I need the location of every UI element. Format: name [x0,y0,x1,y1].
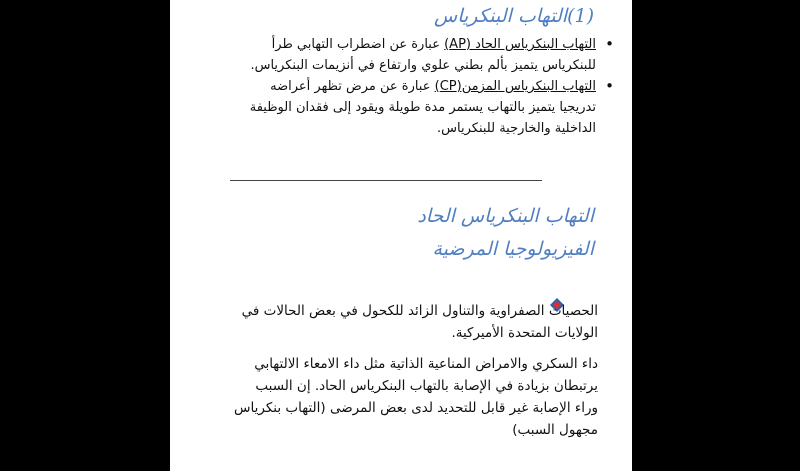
section-heading: التهاب البنكرياس الحاد [417,205,594,227]
horizontal-divider [230,180,542,181]
causes-paragraph: الحصيات الصفراوية والتناول الزائد للكحول في بعض الحالات في الولايات المتحدة الأميركية. [241,303,598,341]
definition-chronic: عبارة عن مرض تظهر أعراضه تدريجيا يتميز بالتهاب يستمر مدة طويلة ويقود إلى فقدان الوظيفة الداخلية والخارجية للبنكرياس. [249,79,596,136]
section-title: (1)التهاب البنكرياس [434,5,594,27]
definition-list [236,34,616,139]
section-subheading: الفيزيولوجيا المرضية [432,238,594,260]
term-chronic: التهاب البنكرياس المزمن(CP) [434,79,596,94]
risk-paragraph: داء السكري والامراض المناعية الذاتية مثل داء الامعاء الالتهابي يرتبطان بزيادة في الإصابة بالتهاب البنكرياس الحاد. إن السبب وراء الإصابة غير قابل للتحديد لدى بعض المرضى (التهاب بنكرياس مجهول السبب) [234,356,598,438]
document-page [170,0,632,471]
term-acute: التهاب البنكرياس الحاد (AP) [444,37,596,52]
list-item [236,76,616,139]
definition-acute: عبارة عن اضطراب التهابي طرأ للبنكرياس يتميز بألم بطني علوي وارتفاع في أنزيمات البنكرياس. [250,37,596,73]
list-item [236,34,616,76]
